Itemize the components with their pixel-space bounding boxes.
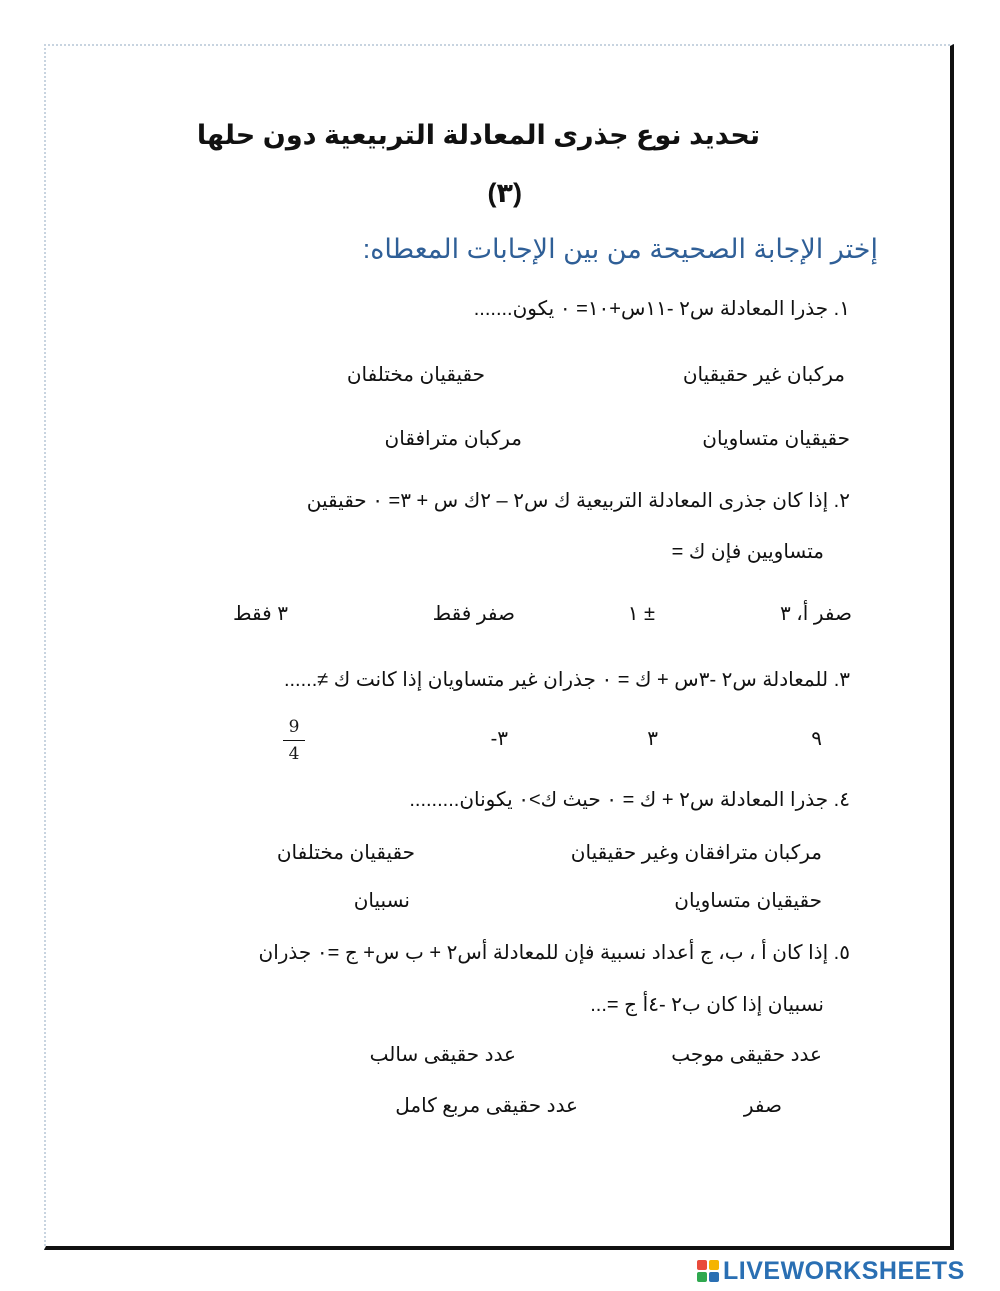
brand-name: LIVEWORKSHEETS <box>723 1256 965 1285</box>
question-3: ٣. للمعادلة س٢ -٣س + ك = ٠ جذران غير متساويان إذا كانت ك ≠...... <box>283 669 850 691</box>
q3-option-3[interactable]: ٣- <box>490 728 508 750</box>
logo-square-red <box>697 1260 707 1270</box>
q5-option-3[interactable]: صفر <box>743 1095 782 1117</box>
q1-option-3[interactable]: حقيقيان متساويان <box>702 428 850 450</box>
q2-option-2[interactable]: ± ١ <box>627 603 655 625</box>
logo-grid-icon <box>697 1260 719 1282</box>
q5-option-1[interactable]: عدد حقيقى موجب <box>671 1044 822 1066</box>
fraction-bar <box>283 740 305 741</box>
q2-option-4[interactable]: ٣ فقط <box>233 603 288 625</box>
liveworksheets-logo <box>697 1256 965 1286</box>
q5-option-4[interactable]: عدد حقيقى مربع كامل <box>395 1095 578 1117</box>
q1-option-4[interactable]: مركبان مترافقان <box>384 428 522 450</box>
q4-option-2[interactable]: حقيقيان مختلفان <box>276 842 415 864</box>
q4-option-1[interactable]: مركبان مترافقان وغير حقيقيان <box>570 842 822 864</box>
question-4: ٤. جذرا المعادلة س٢ + ك = ٠ حيث ك>٠ يكونان......... <box>409 789 850 811</box>
q1-option-1[interactable]: مركبان غير حقيقيان <box>682 364 845 386</box>
instructions: إختر الإجابة الصحيحة من بين الإجابات المعطاه: <box>362 234 878 264</box>
q3-option-fraction[interactable] <box>283 716 305 765</box>
q4-option-3[interactable]: حقيقيان متساويان <box>674 890 822 912</box>
question-2-line-1: ٢. إذا كان جذرى المعادلة التربيعية ك س٢ – ٢ك س + ٣= ٠ حقيقين <box>306 490 850 512</box>
q3-option-1[interactable]: ٩ <box>811 728 822 750</box>
question-5-line-2: نسبيان إذا كان ب٢ -٤أ ج =... <box>590 994 824 1016</box>
q3-option-2[interactable]: ٣ <box>647 728 658 750</box>
worksheet-frame <box>44 44 954 1250</box>
question-1: ١. جذرا المعادلة س٢ -١١س+١٠= ٠ يكون....... <box>473 298 850 320</box>
q2-option-3[interactable]: صفر فقط <box>432 603 515 625</box>
q1-option-2[interactable]: حقيقيان مختلفان <box>346 364 485 386</box>
worksheet-number: (٣) <box>487 178 522 208</box>
q5-option-2[interactable]: عدد حقيقى سالب <box>369 1044 516 1066</box>
logo-square-yellow <box>709 1260 719 1270</box>
question-5-line-1: ٥. إذا كان أ ، ب، ج أعداد نسبية فإن للمعادلة أس٢ + ب س+ ج =٠ جذران <box>258 942 850 964</box>
fraction-denominator: 4 <box>288 744 300 764</box>
fraction-numerator: 9 <box>288 717 300 737</box>
logo-square-blue <box>709 1272 719 1282</box>
logo-square-green <box>697 1272 707 1282</box>
q2-option-1[interactable]: صفر أ، ٣ <box>779 603 852 625</box>
question-2-line-2: متساويين فإن ك = <box>671 541 824 563</box>
q4-option-4[interactable]: نسبيان <box>353 890 410 912</box>
worksheet-title: تحديد نوع جذرى المعادلة التربيعية دون حلها <box>196 120 760 150</box>
